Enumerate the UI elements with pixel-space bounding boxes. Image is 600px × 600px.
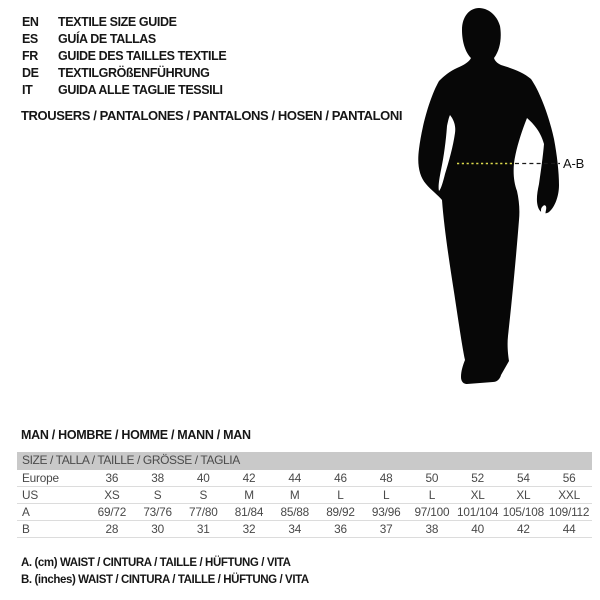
language-row-es bbox=[22, 31, 226, 48]
size-table-cell: L bbox=[409, 486, 455, 503]
size-table-row bbox=[17, 486, 592, 503]
size-table-cell: 85/88 bbox=[272, 503, 318, 520]
size-table-cell: 73/76 bbox=[135, 503, 181, 520]
size-table-cell: XL bbox=[500, 486, 546, 503]
language-code: IT bbox=[22, 83, 33, 97]
size-table-row bbox=[17, 470, 592, 487]
language-code: FR bbox=[22, 49, 38, 63]
language-list bbox=[22, 14, 226, 99]
language-text: GUIDA ALLE TAGLIE TESSILI bbox=[58, 83, 223, 97]
language-text: TEXTILGRÖßENFÜHRUNG bbox=[58, 66, 210, 80]
size-table-cell: 28 bbox=[89, 520, 135, 537]
size-table-cell: S bbox=[135, 486, 181, 503]
size-table-row-label: US bbox=[17, 486, 89, 503]
category-title: TROUSERS / PANTALONES / PANTALONS / HOSEN / PANTALONI bbox=[21, 108, 403, 123]
size-table-cell: 40 bbox=[180, 470, 226, 487]
language-code: ES bbox=[22, 32, 38, 46]
size-table-cell: M bbox=[272, 486, 318, 503]
size-table-cell: 31 bbox=[180, 520, 226, 537]
size-table-cell: 97/100 bbox=[409, 503, 455, 520]
size-table-row-label: B bbox=[17, 520, 89, 537]
size-table-cell: 48 bbox=[363, 470, 409, 487]
size-table-cell: 36 bbox=[318, 520, 364, 537]
footnotes bbox=[21, 555, 309, 588]
size-table-cell: 32 bbox=[226, 520, 272, 537]
language-text: GUÍA DE TALLAS bbox=[58, 32, 156, 46]
size-table-cell: 36 bbox=[89, 470, 135, 487]
language-text: GUIDE DES TAILLES TEXTILE bbox=[58, 49, 227, 63]
size-table-cell: 42 bbox=[500, 520, 546, 537]
size-table-cell: 34 bbox=[272, 520, 318, 537]
size-table-cell: 77/80 bbox=[180, 503, 226, 520]
size-table-cell: S bbox=[180, 486, 226, 503]
size-table-cell: 30 bbox=[135, 520, 181, 537]
man-silhouette bbox=[418, 8, 559, 384]
size-table-cell: 81/84 bbox=[226, 503, 272, 520]
footnote-a: A. (cm) WAIST / CINTURA / TAILLE / HÜFTUNG / VITA bbox=[21, 557, 291, 569]
size-table-cell: 38 bbox=[135, 470, 181, 487]
size-table-cell: 56 bbox=[546, 470, 592, 487]
language-text: TEXTILE SIZE GUIDE bbox=[58, 15, 177, 29]
size-table-cell: 46 bbox=[318, 470, 364, 487]
size-table-cell: 38 bbox=[409, 520, 455, 537]
size-table-cell: 54 bbox=[500, 470, 546, 487]
man-silhouette-figure bbox=[410, 0, 600, 400]
language-code: DE bbox=[22, 66, 39, 80]
size-table-row-label: A bbox=[17, 503, 89, 520]
gender-title: MAN / HOMBRE / HOMME / MANN / MAN bbox=[21, 428, 251, 442]
size-table-cell: XXL bbox=[546, 486, 592, 503]
size-table-cell: 42 bbox=[226, 470, 272, 487]
size-table-cell: 50 bbox=[409, 470, 455, 487]
size-table-cell: XL bbox=[455, 486, 501, 503]
size-table-header: SIZE / TALLA / TAILLE / GRÖSSE / TAGLIA bbox=[17, 452, 592, 470]
size-table-cell: M bbox=[226, 486, 272, 503]
language-row-it bbox=[22, 82, 226, 99]
language-row-de bbox=[22, 65, 226, 82]
language-code: EN bbox=[22, 15, 39, 29]
size-table-cell: 40 bbox=[455, 520, 501, 537]
language-row-en bbox=[22, 14, 226, 31]
size-table-cell: 44 bbox=[272, 470, 318, 487]
size-table-cell: 44 bbox=[546, 520, 592, 537]
size-table-cell: 93/96 bbox=[363, 503, 409, 520]
size-table-row bbox=[17, 520, 592, 537]
size-table-cell: XS bbox=[89, 486, 135, 503]
size-table-cell: 89/92 bbox=[318, 503, 364, 520]
size-table-cell: L bbox=[318, 486, 364, 503]
size-table-row-label: Europe bbox=[17, 470, 89, 487]
size-table-cell: 52 bbox=[455, 470, 501, 487]
size-table-cell: 69/72 bbox=[89, 503, 135, 520]
size-table-cell: 105/108 bbox=[500, 503, 546, 520]
size-table bbox=[17, 470, 592, 538]
size-table-row bbox=[17, 503, 592, 520]
footnote-b: B. (inches) WAIST / CINTURA / TAILLE / HÜFTUNG / VITA bbox=[21, 573, 309, 586]
size-table-cell: 101/104 bbox=[455, 503, 501, 520]
size-table-cell: L bbox=[363, 486, 409, 503]
size-table-section bbox=[17, 452, 592, 538]
language-row-fr bbox=[22, 48, 226, 65]
size-table-cell: 37 bbox=[363, 520, 409, 537]
size-table-cell: 109/112 bbox=[546, 503, 592, 520]
waist-measure-label: A-B bbox=[563, 156, 585, 171]
